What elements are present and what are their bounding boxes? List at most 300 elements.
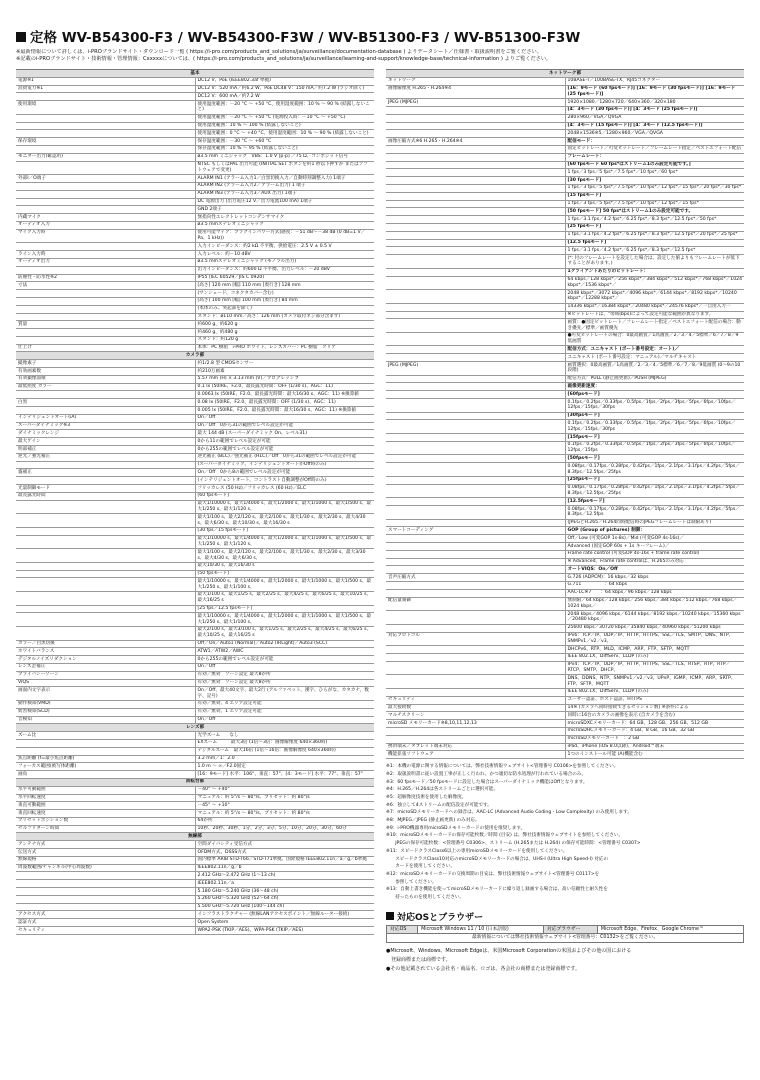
spec-value: 入力レベル：約－10 dBV xyxy=(195,251,374,259)
spec-row xyxy=(16,663,374,671)
footnote: JPEGの保存可能枚数：<管理番号 C0306>、ストリーム (H.265または H.264) の保存可能時間：<管理番号 C0307> xyxy=(386,841,641,847)
spec-key: 寸法 xyxy=(16,282,195,290)
spec-key: 逆光／強光補正 xyxy=(16,453,195,461)
spec-row xyxy=(16,391,374,399)
spec-row xyxy=(386,114,744,122)
spec-key xyxy=(386,122,565,130)
spec-value: IEEE 802.1X、DiffServ、LLDP (のみ) xyxy=(565,653,744,661)
spec-value: 64 kbps／128 kbps*／256 kbps*／384 kbps*／512 kbps*／768 kbps*／1024 kbps*／1536 kbps*／ xyxy=(565,276,744,290)
spec-key: 無線規格 xyxy=(16,856,195,864)
spec-row xyxy=(16,145,374,153)
os-latest-note: 最新情報については弊社技術情報ウェブサイト<管理番号：C0132>をご覧ください。 xyxy=(387,934,744,943)
spec-key: 垂直可動範囲 xyxy=(16,802,195,810)
section-header: カメラ部 xyxy=(16,352,374,360)
spec-value: 280×960／VGA／QVGA xyxy=(565,114,744,122)
spec-value: [16：9モード] 水平：106°、垂直：57°、[4：3モード] 水平：77°、垂直：57° xyxy=(195,771,374,779)
spec-value: インフラストラクチャー (無線LANアクセスポイント／無線ルーター接続) xyxy=(195,911,374,919)
spec-row xyxy=(16,344,374,352)
spec-row xyxy=(16,895,374,903)
spec-row xyxy=(16,360,374,368)
trademark-line: ●その他記載されている会社名・商品名、ロゴは、各会社の商標または登録商標です。 xyxy=(386,965,580,972)
spec-key xyxy=(16,407,195,415)
spec-row xyxy=(386,77,744,85)
spec-row xyxy=(16,605,374,613)
spec-row xyxy=(386,383,744,391)
spec-value: 2048 kbps*／3072 kbps*／4096 kbps*／6144 kbps*／8192 kbps*／10240 kbps*／12288 kbps*／ xyxy=(565,290,744,304)
os-label: 対応OS xyxy=(387,925,418,934)
spec-row xyxy=(16,399,374,407)
spec-value: 保存温度範囲：－30 °C ～ +60 °C xyxy=(195,138,374,146)
spec-row xyxy=(16,786,374,794)
spec-key: 画像圧縮方式※6 H.265・H.264※4 xyxy=(386,138,565,146)
spec-value: GND 2端子 xyxy=(195,206,374,214)
spec-row xyxy=(386,743,744,751)
spec-value: 1 fps／3.1 fps／4.2 fps*／6.25 fps*／8.3 fps*／12.5 fps* xyxy=(565,247,744,255)
spec-key xyxy=(386,484,565,498)
square-bullet-icon xyxy=(16,32,26,42)
spec-row xyxy=(16,535,374,549)
spec-key xyxy=(16,391,195,399)
spec-row xyxy=(16,872,374,880)
spec-key xyxy=(386,161,565,169)
spec-key: ライン入力時 xyxy=(16,251,195,259)
spec-key xyxy=(386,354,565,362)
section-header-row xyxy=(16,778,374,786)
spec-key: カラー／白黒切換 xyxy=(16,640,195,648)
spec-key xyxy=(16,888,195,896)
spec-row xyxy=(16,841,374,849)
spec-row xyxy=(16,802,374,810)
spec-key xyxy=(386,675,565,689)
spec-value: スタンド：約120 g xyxy=(195,336,374,344)
spec-row xyxy=(16,85,374,93)
spec-value: 使用温度範囲：0 °C ～ +40 °C、使用湿度範囲：10 % ～ 90 % (結露しないこと) xyxy=(195,130,374,138)
spec-row xyxy=(386,106,744,114)
left-column xyxy=(16,69,374,974)
spec-value: 最大2/100 s、最大3/100 s、最大1/25 s、最大2/25 s、最大4/25 s、最大6/25 s、最大10/25 s、最大16/25 s xyxy=(195,626,374,640)
spec-value: (スーパーダイナミック、インテリジェントオートがOff時のみ) xyxy=(195,461,374,469)
spec-value: ø3.5 mmステレオミニジャック xyxy=(195,221,374,229)
spec-value: 2048 kbps／4096 kbps／6144 kbps／8192 kbps／10240 kbps／15360 kbps／20480 kbps／ xyxy=(565,611,744,625)
spec-value: 0.08fps／0.17fps／0.28fps／0.42fps／1fps／2.1fps／3.1fps／4.2fps／5fps／8.3fps／12.5fps／25fps xyxy=(565,484,744,498)
spec-value: 2.412 GHz～2.472 GHz (1～13 ch) xyxy=(195,872,374,880)
spec-value: [30 fpsモード] xyxy=(565,177,744,185)
spec-row xyxy=(16,313,374,321)
spec-key xyxy=(386,463,565,477)
spec-key xyxy=(386,247,565,255)
spec-value: －40° ～ +40° xyxy=(195,786,374,794)
spec-value: 光学ズーム なし xyxy=(195,732,374,740)
spec-value: 最大1/100 s、最大2/120 s、最大2/100 s、最大1/30 s、最大2/30 s、最大4/30 s、最大6/30 s、最大10/30 s、最大16/30 s xyxy=(195,514,374,528)
spec-row xyxy=(386,375,744,383)
spec-value: Advanced (固定GOP 60s + 1s キーフレーム)／ xyxy=(565,543,744,551)
spec-key: 伝送方式 xyxy=(16,849,195,857)
spec-value: EXズーム 最大3倍 (1倍～3倍：画像解像度 640×360時) xyxy=(195,739,374,747)
spec-value: 最大1/100 s、最大2/120 s、最大2/100 s、最大1/30 s、最大2/30 s、最大3/30 s、最大4/30 s、最大6/30 s、 xyxy=(195,549,374,563)
spec-row xyxy=(16,771,374,779)
spec-row xyxy=(16,122,374,130)
spec-value: 最大1/10000 s、最大1/4000 s、最大1/2000 s、最大1/1000 s、最大1/500 s、最大1/250 s、最大1/100 s、 xyxy=(195,613,374,627)
spec-row xyxy=(16,562,374,570)
spec-key xyxy=(386,383,565,391)
spec-row xyxy=(386,498,744,506)
spec-key xyxy=(16,562,195,570)
spec-key: microSD メモリーカード※8,10,11,12,13 xyxy=(386,720,565,728)
spec-key: 明部補正 xyxy=(16,446,195,454)
spec-key xyxy=(16,739,195,747)
spec-value: 1 fps／3.1 fps／4.2 fps*／6.25 fps*／8.3 fps*／12.5 fps*／50 fps* xyxy=(565,216,744,224)
spec-row xyxy=(16,911,374,919)
spec-key xyxy=(386,611,565,625)
spec-row xyxy=(16,671,374,679)
spec-value: DNS、DDNS、NTP、SNMPv1／v2／v3、UPnP、IGMP、ICMP、ARP、SRTP、FTP、SFTP、MQTT xyxy=(565,675,744,689)
footnote: 参照してください。 xyxy=(386,879,437,885)
spec-value: Off／Low (可変GOP 1s-8s)／Mid (可変GOP 4s-16s)／ xyxy=(565,535,744,543)
spec-row xyxy=(386,208,744,216)
spec-key xyxy=(386,581,565,589)
spec-row xyxy=(16,739,374,747)
spec-key xyxy=(386,346,565,354)
section-header: ネットワーク部 xyxy=(386,70,744,78)
spec-row xyxy=(16,825,374,833)
spec-value: On／Off 0から31の範囲でレベル設定が可能 xyxy=(195,422,374,430)
spec-columns xyxy=(16,69,744,974)
spec-key xyxy=(386,332,565,346)
spec-value: [50fpsモード] xyxy=(565,455,744,463)
spec-key xyxy=(16,297,195,305)
spec-row xyxy=(386,574,744,582)
spec-row xyxy=(386,632,744,646)
spec-key xyxy=(16,880,195,888)
note-line: ※最新情報について詳しくは、i-PROブランドサイト・ダウンロード一覧 ( https://i-pro.com/products_and_solutions/ja/surveillance/documentation-database ) よりデータシート／仕様書・取扱説明書をご覧ください。 xyxy=(16,49,542,55)
spec-key xyxy=(386,399,565,413)
spec-value: DC12 V：600 mA／約7.2 W xyxy=(195,93,374,101)
spec-key: 有効画素数 xyxy=(16,368,195,376)
spec-value: 0.1fps／0.2fps／0.33fps／0.5fps／1fps／2fps／3fps／5fps／6fps／10fps／12fps／15fps xyxy=(565,441,744,455)
spec-key xyxy=(386,566,565,574)
spec-row xyxy=(386,184,744,192)
spec-key xyxy=(16,243,195,251)
spec-value: On／Off xyxy=(195,663,374,671)
spec-value: microSDXCメモリーカード：64 GB、128 GB、256 GB、512 GB xyxy=(565,720,744,728)
spec-value: (本体のみ、突起部を除く) xyxy=(195,305,374,313)
spec-row xyxy=(16,461,374,469)
spec-value: Off／On／Auto1 (Normal)／Auto2 (IRLight)／Auto3 (SCC) xyxy=(195,640,374,648)
spec-key xyxy=(386,519,565,527)
spec-row xyxy=(16,613,374,627)
section-header-row xyxy=(386,70,744,78)
spec-key: VIQS xyxy=(16,679,195,687)
spec-value: [60 fpsモード] xyxy=(195,492,374,500)
spec-row xyxy=(386,354,744,362)
spec-row xyxy=(386,319,744,333)
spec-row xyxy=(16,383,374,391)
spec-key: マイク入力時 xyxy=(16,229,195,243)
spec-value: 約1/2.8 型 CMOSセンサー xyxy=(195,360,374,368)
spec-row xyxy=(16,708,374,716)
spec-value: [50 fpsモード] xyxy=(195,570,374,578)
spec-value: 無制限／64 kbps／128 kbps／256 kbps／384 kbps／512 kbps／768 kbps／1024 kbps／ xyxy=(565,597,744,611)
section-header-row xyxy=(16,352,374,360)
spec-key xyxy=(386,276,565,290)
spec-key: プリセットポジション数 xyxy=(16,817,195,825)
spec-value: Open System xyxy=(195,919,374,927)
spec-key xyxy=(386,200,565,208)
spec-row xyxy=(386,290,744,304)
footnotes xyxy=(386,763,744,902)
spec-row xyxy=(386,535,744,543)
spec-value: On／Off xyxy=(195,414,374,422)
spec-key: 配信量制御 xyxy=(386,597,565,611)
spec-key: 防塵性・防水性※2 xyxy=(16,274,195,282)
spec-row xyxy=(386,177,744,185)
trademark-line: 登録商標または商標です。 xyxy=(386,956,451,963)
section-header: 回転台部 xyxy=(16,778,374,786)
spec-value: 最大1/100 s、最大1/25 s、最大2/25 s、最大4/25 s、最大6/25 s、最大10/25 s、最大16/25 s xyxy=(195,591,374,605)
spec-value: (サンシェード、コネクタカバー含む) xyxy=(195,290,374,298)
spec-row xyxy=(16,755,374,763)
footnote: ※9：i-PRO機器専用microSDメモリーカードの使用を推奨します。 xyxy=(386,825,526,831)
spec-key xyxy=(386,106,565,114)
spec-key xyxy=(386,455,565,463)
spec-row xyxy=(386,550,744,558)
spec-value: 画質：●固定ビットレート／フレームレート指定／ベストエフォート配信の場合：動き優先／標準／画質優先 xyxy=(565,319,744,333)
spec-value: 0.08fps／0.17fps／0.28fps／0.42fps／1fps／2.1fps／3.1fps／4.2fps／5fps／8.3fps／12.5fps xyxy=(565,506,744,520)
browser-label: 対応ブラウザー xyxy=(543,925,597,934)
spec-value: [12.5fpsモード] xyxy=(565,498,744,506)
spec-row xyxy=(16,679,374,687)
spec-value: 逆光補正 (BLC)／強光補正 (HLC)／Off 0から31の範囲でレベル設定が可能 xyxy=(195,453,374,461)
spec-key xyxy=(16,266,195,274)
spec-row xyxy=(16,794,374,802)
spec-key xyxy=(386,506,565,520)
spec-key: 仕上げ xyxy=(16,344,195,352)
spec-row xyxy=(386,696,744,704)
trademark-notes xyxy=(386,947,744,974)
spec-key xyxy=(386,177,565,185)
spec-value: ※ Advanced、Frame rate controlは、H.265のみ対応 xyxy=(565,558,744,566)
spec-value: [12.5 fpsモード] xyxy=(565,239,744,247)
spec-row xyxy=(16,527,374,535)
spec-row xyxy=(16,266,374,274)
spec-key xyxy=(16,161,195,175)
spec-key xyxy=(386,303,565,311)
spec-value: フリッカレス (50 Hz)／フリッカレス (60 Hz)／ELC xyxy=(195,485,374,493)
spec-key xyxy=(16,305,195,313)
spec-key xyxy=(386,184,565,192)
spec-key xyxy=(386,216,565,224)
spec-key: レンズ歪補正 xyxy=(16,663,195,671)
spec-key: 画角 xyxy=(16,771,195,779)
spec-value: 0から255の範囲でレベル設定が可能 xyxy=(195,656,374,664)
spec-value: 入力インピーダンス：約2 kΩ 不平衡、供給電圧：2.5 V ± 0.5 V xyxy=(195,243,374,251)
spec-key xyxy=(386,476,565,484)
spec-value: IPv6：TCP／IP、UDP／IP、HTTP、HTTPS、SSL／TLS、SMTP、DNS、NTP、SNMPv1／v2／v3、 xyxy=(565,632,744,646)
spec-row xyxy=(16,114,374,122)
footnote: ※10：microSDメモリーカードの保存可能枚数／時間 (目安) は、弊社技術情報ウェブサイトを参照してください。 xyxy=(386,833,624,839)
spec-value: 有効／無効 ゾーン設定 最大8か所 xyxy=(195,679,374,687)
spec-value: AAC-LC※7 ：64 kbps／96 kbps／128 kbps xyxy=(565,589,744,597)
spec-row xyxy=(16,817,374,825)
spec-key xyxy=(16,570,195,578)
spec-value: 1 fps／3.1 fps／4.2 fps*／6.25 fps*／8.3 fps*／12.5 fps*／20 fps*／25 fps* xyxy=(565,231,744,239)
spec-key xyxy=(386,130,565,138)
spec-key: 霧補正 xyxy=(16,469,195,477)
spec-key: 光量制御モード xyxy=(16,485,195,493)
spec-value: [25 fpsモード] xyxy=(565,223,744,231)
spec-key: フォーカス範囲(被写体距離) xyxy=(16,763,195,771)
spec-value: ø3.5 mm ミニジャック VBS：1.0 V [p-p] ／75 Ω、コンポジット信号 xyxy=(195,153,374,161)
spec-key: 垂直回転速度 xyxy=(16,810,195,818)
section-header: 基本 xyxy=(16,70,374,78)
spec-key xyxy=(386,192,565,200)
spec-key: セルフリターン時間 xyxy=(16,825,195,833)
spec-value: IEEE 802.1X、DiffServ、LLDP (のみ) xyxy=(565,688,744,696)
spec-key: 最大ゲイン xyxy=(16,438,195,446)
spec-key: 画像解像度 H.265・H.264※4 xyxy=(386,85,565,99)
spec-row xyxy=(386,441,744,455)
spec-row xyxy=(16,732,374,740)
footnote: カードを使用してください。 xyxy=(386,864,455,870)
spec-row xyxy=(16,101,374,115)
spec-row xyxy=(16,258,374,266)
spec-key xyxy=(16,336,195,344)
spec-row xyxy=(16,880,374,888)
spec-row xyxy=(386,223,744,231)
spec-key xyxy=(386,145,565,153)
spec-key: モニター出力(確認用) xyxy=(16,153,195,161)
spec-row xyxy=(386,268,744,276)
spec-value: 1 fps／3 fps／5 fps*／7.5 fps*／10 fps*／12 fps*／15 fps* xyxy=(565,200,744,208)
spec-row xyxy=(16,422,374,430)
spec-key: 対応プロトコル xyxy=(386,632,565,646)
square-bullet-icon xyxy=(386,912,394,920)
spec-key xyxy=(16,145,195,153)
spec-value: 5.180 GHz～5.240 GHz (36～48 ch) xyxy=(195,888,374,896)
spec-key xyxy=(16,549,195,563)
spec-key xyxy=(386,558,565,566)
spec-row xyxy=(16,626,374,640)
spec-key xyxy=(16,182,195,190)
spec-value: 0.08fps／0.17fps／0.28fps／0.42fps／1fps／2.1fps／3.1fps／4.2fps／5fps／8.3fps／12.5fps／25fps xyxy=(565,463,744,477)
spec-key: 最大接続数 xyxy=(386,704,565,712)
spec-value: (*: 付のフレームレートを設定した場合は、設定した値よりもフレームレートが低下することがあります。) xyxy=(565,255,744,269)
spec-key xyxy=(16,198,195,206)
spec-value: [60 fpsモード 60 fps*はストリーム1のみ設定可能です。] xyxy=(565,161,744,169)
spec-value: (インテリジェントオート、コントラスト自動調整がOff時のみ) xyxy=(195,477,374,485)
spec-row xyxy=(386,311,744,319)
spec-value: 5.500 GHz～5.720 GHz (100～144 ch) xyxy=(195,903,374,911)
spec-value: 国内標準 ARIB STD-T66／STD-T71準拠、国際規格 IEEE802.11n／a／g／b準拠 xyxy=(195,856,374,864)
spec-value: 固定ビットレート／可変ビットレート／フレームレート指定／ベストエフォート配信 xyxy=(565,145,744,153)
os-table xyxy=(386,925,744,943)
header-notes xyxy=(16,49,744,63)
spec-row xyxy=(16,514,374,528)
section-header-row xyxy=(16,833,374,841)
spec-row xyxy=(16,214,374,222)
spec-value: [16：9モード (60 fpsモード)] [16：9モード (30 fpsモード)] [16：9モード (25 fpsモード)] xyxy=(565,85,744,99)
spec-row xyxy=(386,476,744,484)
footnote: ※13：自動上書き機能を使ってmicroSDメモリーカードに繰り返し録画する場合は、高い信頼性と耐久性を xyxy=(386,887,608,893)
spec-row xyxy=(16,888,374,896)
spec-value: ALARM IN2 (アラーム入力2／アラーム出力) 1 端子 xyxy=(195,182,374,190)
footnote: ※4：H.265／H.264は各ストリームごとに選択可能。 xyxy=(386,787,499,793)
section-header-row xyxy=(16,70,374,78)
spec-row xyxy=(16,903,374,911)
spec-key: オーディオ出力 xyxy=(16,258,195,266)
spec-row xyxy=(16,446,374,454)
spec-key: 携帯端末／タブレット端末対応 xyxy=(386,743,565,751)
spec-value: On／Off 0から8の範囲でレベル設定が可能 xyxy=(195,469,374,477)
spec-key: 白黒 xyxy=(16,399,195,407)
spec-row xyxy=(16,763,374,771)
spec-key: ズーム比 xyxy=(16,732,195,740)
spec-value: IEEE802.11n／a xyxy=(195,880,374,888)
spec-key: JPEG (MJPEG) xyxy=(386,99,565,107)
section-header: 無線部 xyxy=(16,833,374,841)
spec-key xyxy=(16,626,195,640)
spec-key xyxy=(386,727,565,735)
browser-value: Microsoft Edge、Firefox、Google Chrome™ xyxy=(597,925,743,934)
spec-value: 最大1/10000 s、最大1/4000 s、最大1/2000 s、最大1/1000 s、最大1/500 s、最大1/250 s、最大1/100 s、 xyxy=(195,578,374,592)
footnote: ※1：本機の電源に関する情報については、弊社技術情報ウェブサイト<管理番号 C0106>を参照してください。 xyxy=(386,764,619,770)
spec-row xyxy=(16,198,374,206)
spec-value: [30 fps／15 fpsモード] xyxy=(195,527,374,535)
spec-value: [高さ] 100 mm [幅] 100 mm [奥行き] 84 mm xyxy=(195,297,374,305)
spec-key: オーディオ入力 xyxy=(16,221,195,229)
spec-value: DHCPv6、RTP、MLD、ICMP、ARP、FTP、SFTP、MQTT xyxy=(565,646,744,654)
spec-row xyxy=(386,688,744,696)
spec-value: オートVIQS：On／Off xyxy=(565,566,744,574)
spec-value: On／Off xyxy=(195,716,374,724)
spec-key: デジタルノイズリダクション xyxy=(16,656,195,664)
spec-value: G.726 (ADPCM)：16 kbps／32 kbps xyxy=(565,574,744,582)
spec-value: 5.260 GHz～5.320 GHz (52～64 ch) xyxy=(195,895,374,903)
spec-key: ホワイトバランス xyxy=(16,648,195,656)
spec-key xyxy=(386,391,565,399)
spec-row xyxy=(386,506,744,520)
spec-value: 配信方式：PULL (静止画更新)／PUSH (MJPEG) xyxy=(565,375,744,383)
spec-value: [25fpsモード] xyxy=(565,476,744,484)
spec-value: 無指向性エレクトレットコンデンサマイク xyxy=(195,214,374,222)
spec-value: 最大10/30 s、最大16/30 s xyxy=(195,562,374,570)
spec-row xyxy=(16,549,374,563)
spec-row xyxy=(16,849,374,857)
spec-row xyxy=(386,303,744,311)
spec-value: IPv4：TCP／IP、UDP／IP、HTTP、HTTPS、SSL／TLS、RTSP、RTP、RTP／RTCP、SMTP、DHCP、 xyxy=(565,661,744,675)
spec-row xyxy=(16,430,374,438)
spec-row xyxy=(386,434,744,442)
spec-key xyxy=(386,441,565,455)
spec-key: JPEG (MJPEG) xyxy=(386,362,565,376)
spec-row xyxy=(386,145,744,153)
spec-key xyxy=(386,268,565,276)
spec-value: ※ビットレートは、"帯域(bps)によって設定可能な範囲が異なります。 xyxy=(565,311,744,319)
spec-value: 0から11の範囲でレベル設定が可能 xyxy=(195,438,374,446)
spec-row xyxy=(16,927,374,935)
spec-value: 配信方式：ユニキャスト (ポート番号設定：オート)／ xyxy=(565,346,744,354)
spec-key xyxy=(16,313,195,321)
spec-key xyxy=(386,535,565,543)
spec-key xyxy=(386,420,565,434)
spec-value: 14336 kbps*／16384 kbps*／20480 kbps*／24576 kbps*／一自由入力一 xyxy=(565,303,744,311)
spec-value: 配信モード： xyxy=(565,138,744,146)
spec-key: 機能拡張ソフトウェア xyxy=(386,751,565,759)
spec-key: 内蔵マイク xyxy=(16,214,195,222)
spec-value: 使用可能マイク：プラグインパワー方式(感度：－51 dB～－38 dB (0 dB=1 V／Pa、1 kHz)) xyxy=(195,229,374,243)
spec-row xyxy=(386,239,744,247)
spec-row xyxy=(386,130,744,138)
